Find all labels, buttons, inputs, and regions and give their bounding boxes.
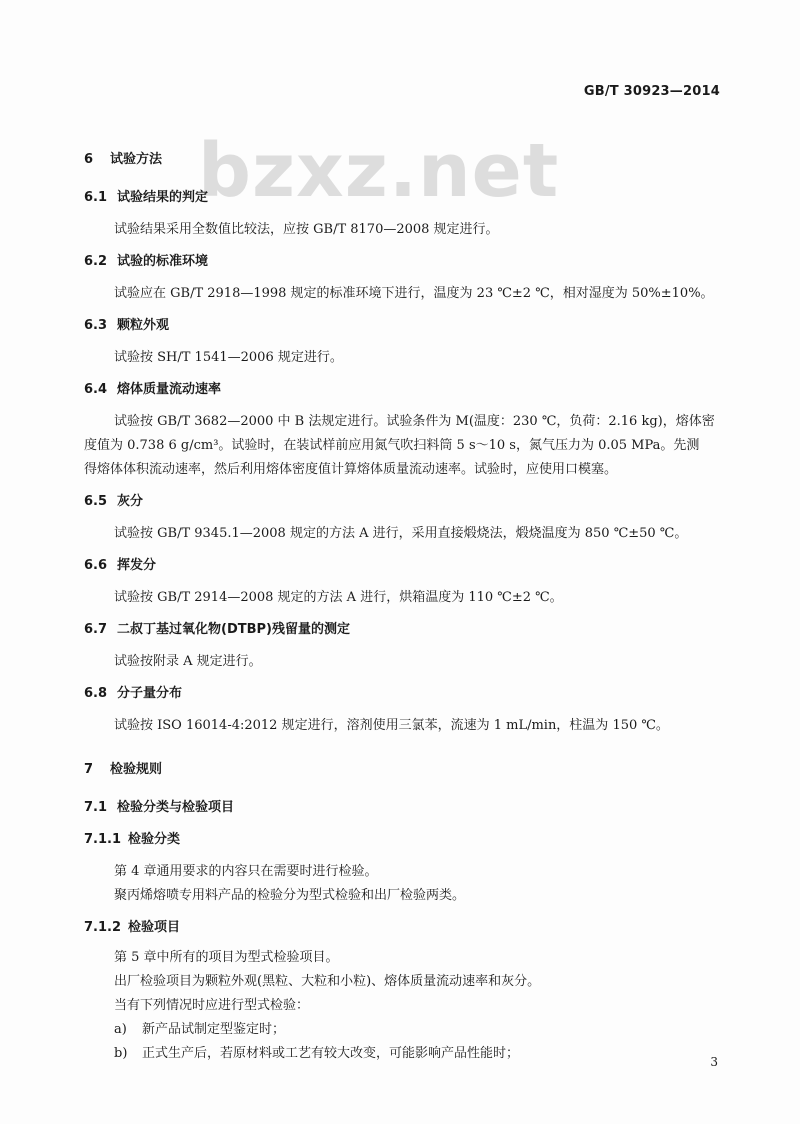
section-title: 试验结果的判定 bbox=[117, 190, 209, 205]
watermark: bzxz.net bbox=[198, 128, 560, 214]
section-7-1-2-paragraph-3: 当有下列情况时应进行型式检验： bbox=[114, 998, 310, 1013]
section-title: 二叔丁基过氧化物(DTBP)残留量的测定 bbox=[117, 622, 350, 637]
section-number: 6.6 bbox=[84, 558, 108, 573]
section-6-8-paragraph: 试验按 ISO 16014-4:2012 规定进行，溶剂使用三氯苯，流速为 1 mL/min，柱温为 150 ℃。 bbox=[114, 718, 669, 733]
section-6-2-paragraph: 试验应在 GB/T 2918—1998 规定的标准环境下进行，温度为 23 ℃±2 ℃，相对湿度为 50%±10%。 bbox=[114, 286, 714, 301]
section-title: 熔体质量流动速率 bbox=[117, 382, 222, 397]
section-6-heading bbox=[84, 148, 162, 167]
section-6-4-line-2: 度值为 0.738 6 g/cm³。试验时，在装试样前应用氮气吹扫料筒 5 s～10 s，氮气压力为 0.05 MPa。先测 bbox=[84, 438, 700, 453]
section-6-2-heading bbox=[84, 250, 208, 269]
list-item-text: 正式生产后，若原材料或工艺有较大改变，可能影响产品性能时； bbox=[142, 1046, 520, 1061]
section-title: 检验规则 bbox=[110, 762, 163, 777]
section-number: 6.5 bbox=[84, 494, 108, 509]
section-title: 灰分 bbox=[117, 494, 144, 509]
section-title: 颗粒外观 bbox=[117, 318, 170, 333]
section-number: 6.1 bbox=[84, 190, 108, 205]
section-6-6-heading bbox=[84, 554, 156, 573]
section-number: 7.1.2 bbox=[84, 920, 122, 935]
section-6-7-heading bbox=[84, 618, 350, 637]
section-number: 7 bbox=[84, 762, 94, 777]
list-item-text: 新产品试制定型鉴定时； bbox=[142, 1022, 286, 1037]
section-number: 6.4 bbox=[84, 382, 108, 397]
section-6-7-paragraph: 试验按附录 A 规定进行。 bbox=[114, 654, 262, 669]
section-7-1-2-paragraph-1: 第 5 章中所有的项目为型式检验项目。 bbox=[114, 950, 339, 965]
section-number: 7.1.1 bbox=[84, 832, 122, 847]
section-7-1-heading bbox=[84, 796, 234, 815]
section-6-1-heading bbox=[84, 186, 208, 205]
section-6-8-heading bbox=[84, 682, 182, 701]
section-7-heading bbox=[84, 758, 162, 777]
section-number: 6.8 bbox=[84, 686, 108, 701]
section-title: 挥发分 bbox=[117, 558, 157, 573]
section-6-1-paragraph: 试验结果采用全数值比较法，应按 GB/T 8170—2008 规定进行。 bbox=[114, 222, 499, 237]
section-title: 检验项目 bbox=[128, 920, 181, 935]
section-title: 检验分类 bbox=[128, 832, 181, 847]
section-title: 分子量分布 bbox=[117, 686, 183, 701]
list-item-label: b) bbox=[114, 1046, 128, 1061]
section-7-1-1-paragraph-1: 第 4 章通用要求的内容只在需要时进行检验。 bbox=[114, 864, 378, 879]
section-title: 试验的标准环境 bbox=[117, 254, 209, 269]
section-number: 7.1 bbox=[84, 800, 108, 815]
section-7-1-2-paragraph-2: 出厂检验项目为颗粒外观(黑粒、大粒和小粒)、熔体质量流动速率和灰分。 bbox=[114, 974, 541, 989]
standard-code-header: GB/T 30923—2014 bbox=[583, 84, 720, 99]
list-item bbox=[114, 1042, 519, 1061]
section-title: 检验分类与检验项目 bbox=[117, 800, 235, 815]
section-7-1-1-heading bbox=[84, 828, 180, 847]
section-7-1-1-paragraph-2: 聚丙烯熔喷专用料产品的检验分为型式检验和出厂检验两类。 bbox=[114, 888, 466, 903]
section-6-4-line-1: 试验按 GB/T 3682—2000 中 B 法规定进行。试验条件为 M(温度：230 ℃，负荷：2.16 kg)，熔体密 bbox=[114, 414, 715, 429]
section-number: 6.2 bbox=[84, 254, 108, 269]
page-number: 3 bbox=[710, 1055, 718, 1069]
list-item-label: a) bbox=[114, 1022, 127, 1037]
section-title: 试验方法 bbox=[110, 152, 163, 167]
section-6-3-heading bbox=[84, 314, 169, 333]
section-6-5-paragraph: 试验按 GB/T 9345.1—2008 规定的方法 A 进行，采用直接煅烧法，煅烧温度为 850 ℃±50 ℃。 bbox=[114, 526, 688, 541]
section-number: 6.3 bbox=[84, 318, 108, 333]
section-number: 6 bbox=[84, 152, 94, 167]
section-6-6-paragraph: 试验按 GB/T 2914—2008 规定的方法 A 进行，烘箱温度为 110 ℃±2 ℃。 bbox=[114, 590, 563, 605]
section-7-1-2-heading bbox=[84, 916, 180, 935]
section-number: 6.7 bbox=[84, 622, 108, 637]
list-item bbox=[114, 1018, 285, 1037]
section-6-3-paragraph: 试验按 SH/T 1541—2006 规定进行。 bbox=[114, 350, 343, 365]
section-6-4-line-3: 得熔体体积流动速率，然后利用熔体密度值计算熔体质量流动速率。试验时，应使用口模塞。 bbox=[84, 462, 618, 477]
section-6-5-heading bbox=[84, 490, 143, 509]
section-6-4-heading bbox=[84, 378, 221, 397]
